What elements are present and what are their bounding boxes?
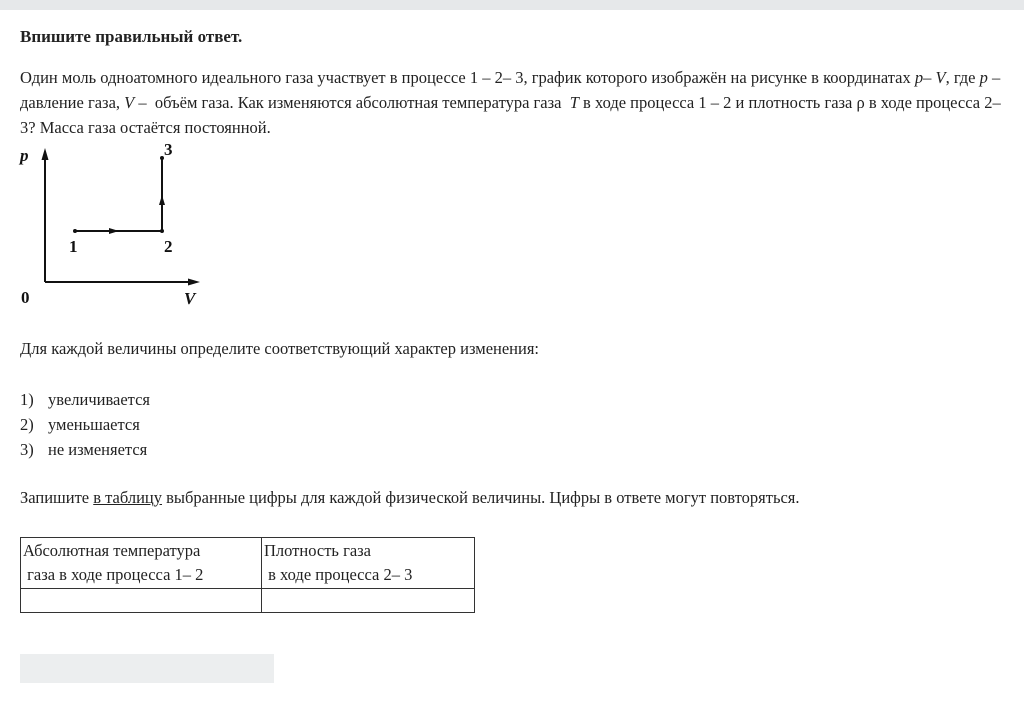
option-item: 1) увеличивается (20, 390, 151, 409)
column-header-density: Плотность газа в ходе процесса 2– 3 (262, 538, 475, 589)
point-1-label: 1 (69, 237, 78, 256)
column-header-temperature: Абсолютная температура газа в ходе процесса 1– 2 (21, 538, 262, 589)
point-3-label: 3 (164, 140, 173, 159)
point-1-marker (73, 229, 77, 233)
answer-input-temperature[interactable] (21, 589, 261, 612)
axis-v-label: V (184, 289, 196, 308)
answer-cell-temperature (21, 589, 262, 613)
point-2-label: 2 (164, 237, 173, 256)
axis-p-label: p (20, 146, 29, 165)
option-item: 3) не изменяется (20, 440, 148, 459)
task-instruction: Впишите правильный ответ. (20, 27, 243, 46)
options-list (20, 387, 150, 462)
answer-input-density[interactable] (262, 589, 474, 612)
problem-text: Один моль одноатомного идеального газа участвует в процессе 1 – 2– 3, график которого изображён на рисунке в координатах p– V, где p – давление газа, V – объём газа. Как изменяются абсолютная температура газа T в ходе процесса 1 – 2 и плотность газа ρ в ходе процесса 2– 3? Масса газа остаётся постоянной. (20, 68, 1001, 137)
x-axis-arrow (188, 279, 200, 286)
answer-cell-density (262, 589, 475, 613)
origin-label: 0 (21, 288, 30, 307)
pv-graph (14, 140, 214, 315)
answer-table (20, 537, 475, 613)
y-axis-arrow (42, 148, 49, 160)
point-2-marker (160, 229, 164, 233)
submit-button[interactable] (20, 654, 274, 683)
table-link[interactable]: в таблицу (93, 488, 163, 507)
options-prompt: Для каждой величины определите соответствующий характер изменения: (20, 339, 540, 358)
arrow-2-3 (159, 195, 165, 205)
option-item: 2) уменьшается (20, 415, 140, 434)
table-instruction: Запишите в таблицу выбранные цифры для каждой физической величины. Цифры в ответе могут повторяться. (20, 488, 800, 507)
arrow-1-2 (109, 228, 119, 234)
top-bar (0, 0, 1024, 10)
